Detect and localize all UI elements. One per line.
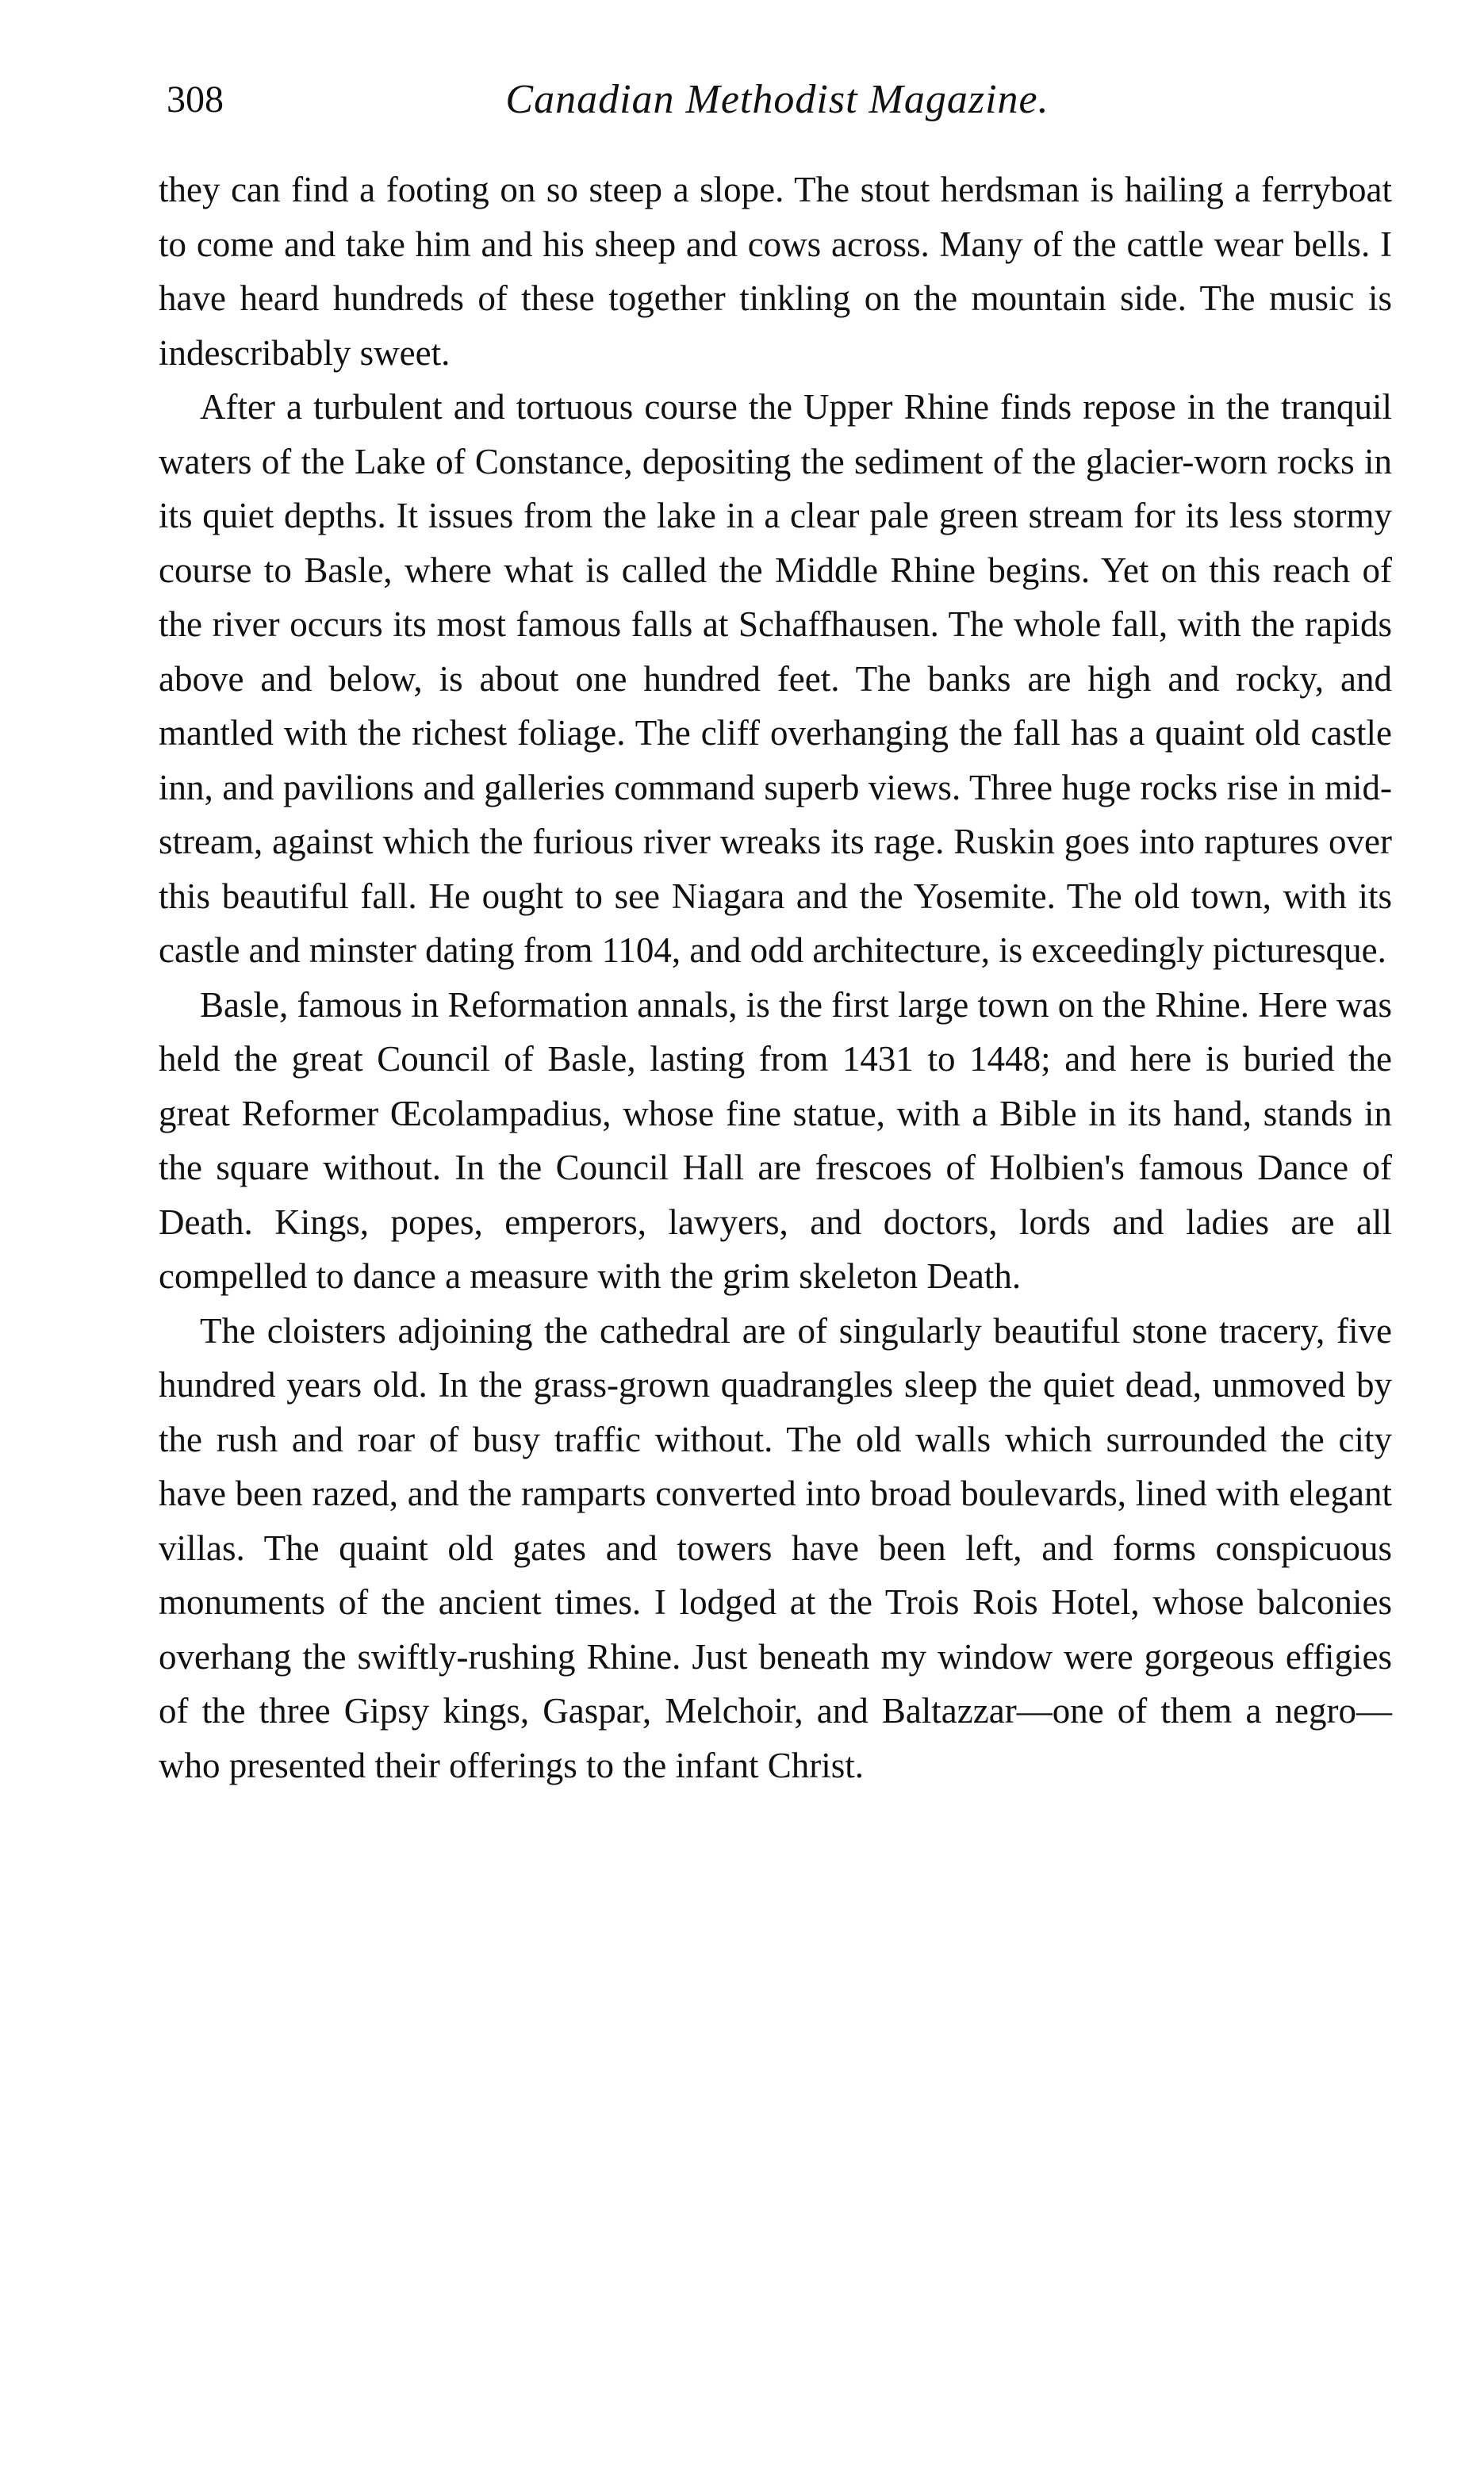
- page-header: [159, 68, 1396, 132]
- paragraph-cloisters: The cloisters adjoining the cathedral are of singularly beautiful stone tracery, five hundred years old. In the grass-grown quadrangles sleep the quiet dead, unmoved by the rush and roar of busy traffic without. The old walls which surrounded the city have been razed, and the ramparts converted into broad boulevards, lined with elegant villas. The quaint old gates and towers have been left, and forms conspicuous monuments of the ancient times. I lodged at the Trois Rois Hotel, whose balconies overhang the swiftly-rushing Rhine. Just beneath my window were gorgeous effigies of the three Gipsy kings, Gaspar, Melchoir, and Baltazzar—one of them a negro—who presented their offerings to the infant Christ.: [159, 1310, 1392, 1785]
- running-title: Canadian Methodist Magazine.: [505, 77, 1049, 122]
- paragraph-upper-rhine: After a turbulent and tortuous course the Upper Rhine finds repose in the tranquil waters of the Lake of Constance, depositing the sediment of the glacier-worn rocks in its quiet depths. It issues from the lake in a clear pale green stream for its less stormy course to Basle, where what is called the Middle Rhine begins. Yet on this reach of the river occurs its most famous falls at Schaffhausen. The whole fall, with the rapids above and below, is about one hundred feet. The banks are high and rocky, and mantled with the richest foliage. The cliff overhanging the fall has a quaint old castle inn, and pavilions and galleries command superb views. Three huge rocks rise in mid-stream, against which the furious river wreaks its rage. Ruskin goes into raptures over this beautiful fall. He ought to see Niagara and the Yosemite. The old town, with its castle and minster dating from 1104, and odd architecture, is exceedingly picturesque.: [159, 387, 1392, 970]
- paragraph-continued: they can find a footing on so steep a slope. The stout herdsman is hailing a ferryboat to come and take him and his sheep and cows across. Many of the cattle wear bells. I have heard hundreds of these together tinkling on the mountain side. The music is indescribably sweet.: [159, 170, 1392, 373]
- page-number: 308: [167, 79, 224, 121]
- paragraph-basle: Basle, famous in Reformation annals, is the first large town on the Rhine. Here was held the great Council of Basle, lasting from 1431 to 1448; and here is buried the great Reformer Œcolampadius, whose fine statue, with a Bible in its hand, stands in the square without. In the Council Hall are frescoes of Holbien's famous Dance of Death. Kings, popes, emperors, lawyers, and doctors, lords and ladies are all compelled to dance a measure with the grim skeleton Death.: [159, 984, 1392, 1296]
- body-text: [159, 163, 1392, 1792]
